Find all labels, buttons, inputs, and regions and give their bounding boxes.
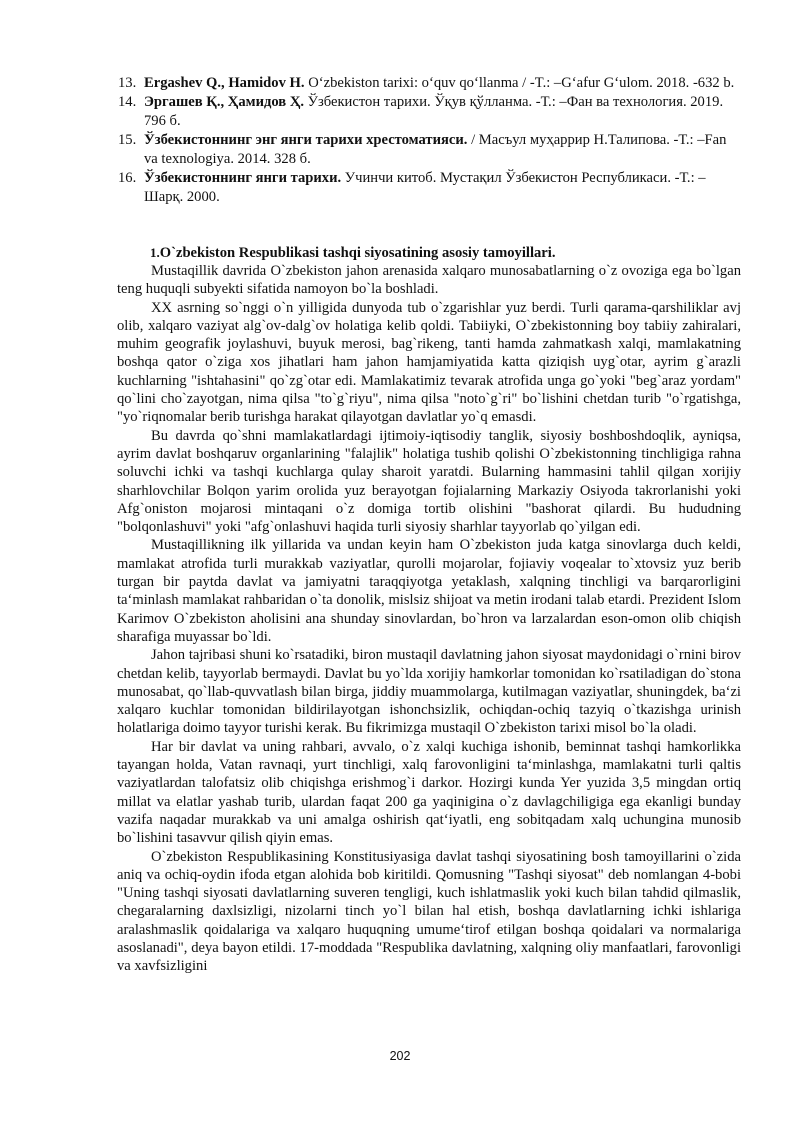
reference-text: [144, 169, 738, 207]
reference-authors: Ergashev Q., Hamidov H.: [144, 75, 305, 91]
reference-details: / Масъул муҳаррир Н.Талипова. -Т.: –Fan va texnologiya. 2014. 328 б.: [144, 132, 727, 167]
reference-details: Ўзбекистон тарихи. Ўқув қўлланма. -Т.: –Фан ва технология. 2019. 796 б.: [144, 94, 724, 129]
paragraph: Har bir davlat va uning rahbari, avvalo, o`z xalqi kuchiga ishonib, beminnat tashqi hamkorlikka tayangan holda, Vatan ravnaqi, yurt tinchligi, xalq farovonligini ta‘minlashga, mamlakatni turli qaltis vaziyatlardan talofatsiz olib chiqishga erishmog`i darkor. Hozirgi kunda Yer yuzida 3,5 mingdan ortiq millat va elatlar yashab turib, ulardan faqat 200 ga yaqinigina o`z davlagchiligiga ega ekanligi bunday vazifa naqadar murakkab va uni amalga oshirish qat‘iyatli, eng sobitqadam xalq uchungina munosib bo`lishini tasavvur qilish qiyin emas.: [117, 738, 741, 847]
reference-item: [118, 131, 738, 169]
reference-text: [144, 93, 738, 131]
reference-number: 15.: [118, 132, 137, 148]
reference-item: [118, 74, 738, 93]
page-number: 202: [389, 1049, 411, 1063]
section-title: O`zbekiston Respublikasi tashqi siyosatining asosiy tamoyillari.: [159, 245, 556, 261]
reference-authors: Эргашев Қ., Ҳамидов Ҳ.: [144, 94, 305, 110]
reference-details: O‘zbekiston tarixi: o‘quv qo‘llanma / -T.: –G‘afur G‘ulom. 2018. -632 b.: [304, 75, 735, 91]
reference-details: Учинчи китоб. Мустақил Ўзбекистон Республикаси. -Т.: –Шарқ. 2000.: [144, 170, 706, 205]
reference-number: 13.: [118, 75, 137, 91]
section-number: 1.: [150, 245, 160, 260]
paragraph: XX asrning so`nggi o`n yilligida dunyoda tub o`zgarishlar yuz berdi. Turli qarama-qarshiliklar avj olib, xalqaro vaziyat alg`ov-dalg`ov holatiga kelib qoldi. Tabiiyki, O`zbekistonning boy tabiiy zahiralari, muhim geografik joylashuvi, buyuk merosi, bag`rikeng, tanti hamda zahmatkash xalqi, mamlakatning boshqa qator o`ziga xos jihatlari ham jahon hamjamiyatida katta qiziqish uyg`otar, ayrim g`arazli kuchlarning "ishtahasini" qo`zg`otar edi. Mamlakatimiz tevarak atrofida unga go`yoki "beg`araz yordam" qo`lini cho`zayotgan, nima qilsa "to`g`riyu", nima qilsa "noto`g`ri" bo`lishini chetdan turib "o`rgatishga, "yo`riqnomalar berib turishga harakat qilayotgan davlatlar yo`q emasdi.: [117, 299, 741, 426]
reference-title: Ўзбекистоннинг энг янги тарихи хрестоматияси.: [144, 132, 468, 148]
paragraph: Jahon tajribasi shuni ko`rsatadiki, biron mustaqil davlatning jahon siyosat maydonidagi o`rnini birov chetdan kelib, tayyorlab bermaydi. Davlat bu yo`lda xorijiy hamkorlar tomonidan ko`rsatiladigan do`stona munosabat, qo`llab-quvvatlash bilan birga, jiddiy muammolarga, kutilmagan vaziyatlar, shuningdek, ba‘zi xalqaro kuchlar tomonidan bildirilayotgan ishonchsizlik, ochiqdan-ochiq tazyiq o`tkazishga urinish holatlariga doimo tayyor turishi kerak. Bu fikrimizga mustaqil O`zbekiston tarixi misol bo`la oladi.: [117, 647, 741, 737]
reference-text: [144, 131, 738, 169]
reference-list: [118, 74, 738, 207]
paragraph: Mustaqillik davrida O`zbekiston jahon arenasida xalqaro munosabatlarning o`z ovoziga ega bo`lgan teng huquqli subyekti sifatida namoyon bo`la boshladi.: [117, 263, 741, 298]
paragraph: O`zbekiston Respublikasining Konstitusiyasiga davlat tashqi siyosatining bosh tamoyillarini o`zida aniq va ochiq-oydin ifoda etgan alohida bob kiritildi. Qomusning "Tashqi siyosat" deb nomlangan 4-bobi "Uning tashqi siyosati davlatlarning suveren tengligi, kuch ishlatmaslik yoki kuch bilan tahdid qilmaslik, chegaralarning daxlsizligi, nizolarni tinch yo`l bilan hal etish, boshqa davlatlarning ichki ishlariga aralashmaslik qoidalariga va xalqaro huquqning umume‘tirof etilgan boshqa qoidalari va normalariga asoslanadi", deya bayon etildi. 17-moddada "Respublika davlatning, xalqning oliy manfaatlari, farovonligi va xavfsizligini: [117, 848, 741, 975]
reference-text: [144, 74, 738, 93]
paragraph: Bu davrda qo`shni mamlakatlardagi ijtimoiy-iqtisodiy tanglik, siyosiy boshboshdoqlik, ayniqsa, ayrim davlat boshqaruv organlarining "falajlik" holatiga tushib qolishi O`zbekistonning tinchligiga rahna soluvchi ichki va tashqi kuchlarga qulay sharoit yaratdi. Bularning hammasini tahlil qilgan xorijiy sharhlovchilar Bolqon yarim orolida yuz berayotgan fojialarning Markaziy Osiyoda takrorlanishi yoki Afg`oniston mojarosi mintaqani o`z domiga tortib olishini "bashorat qilardi. Bu hududning "bolqonlashuvi" yoki "afg`onlashuvi haqida turli siyosiy sharhlar tayyorlab qo`yilgan edi.: [117, 427, 741, 536]
paragraph: Mustaqillikning ilk yillarida va undan keyin ham O`zbekiston juda katga sinovlarga duch keldi, mamlakat atrofida turli murakkab vaziyatlar, qurolli mojarolar, fojiaviy voqealar to`xtovsiz yuz berib turgan bir paytda davlat va jamiyatni taraqqiyotga yetaklash, xalqning tinchligi va barqarorligini ta‘minlash mamlakat rahbaridan o`ta donolik, mislsiz shijoat va metin irodani talab etardi. Prezident Islom Karimov O`zbekiston aholisini ana shunday sinovlardan, bo`hron va larzalardan eson-omon olib chiqish sharafiga muyassar bo`ldi.: [117, 537, 741, 645]
body-text: [117, 262, 741, 976]
section-heading: [150, 243, 555, 263]
reference-number: 16.: [118, 170, 137, 186]
reference-item: [118, 93, 738, 131]
reference-number: 14.: [118, 94, 137, 110]
reference-item: [118, 169, 738, 207]
reference-title: Ўзбекистоннинг янги тарихи.: [144, 170, 342, 186]
